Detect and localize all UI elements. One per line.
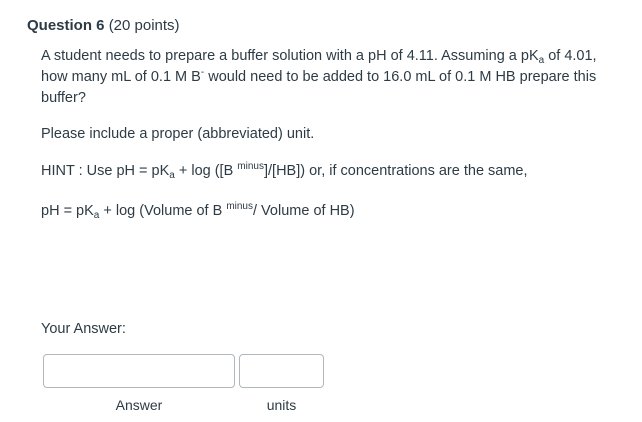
hint2-subscript-a: a xyxy=(93,210,100,221)
hint-line-2 xyxy=(41,201,355,222)
units-input[interactable] xyxy=(239,354,324,388)
prompt-subscript-a: a xyxy=(538,55,545,66)
answer-input-label: Answer xyxy=(115,397,163,413)
question-prompt xyxy=(41,46,611,109)
hint-line-1 xyxy=(41,161,528,182)
units-input-label: units xyxy=(266,397,297,413)
question-instruction: Please include a proper (abbreviated) unit. xyxy=(41,126,315,142)
hint1-text-1: HINT : Use pH = pK xyxy=(41,163,170,179)
question-header xyxy=(27,16,180,36)
hint2-superscript-minus: minus xyxy=(226,201,253,212)
your-answer-heading: Your Answer: xyxy=(41,321,126,337)
hint2-text-3: / Volume of HB) xyxy=(253,203,355,219)
prompt-text-3: would need to be added to 16.0 mL of 0.1 M HB prepare this buffer? xyxy=(41,69,597,106)
answer-input[interactable] xyxy=(43,354,235,388)
hint2-text-1: pH = pK xyxy=(41,203,94,219)
hint1-superscript-minus: minus xyxy=(237,161,264,172)
hint2-text-2: + log (Volume of B xyxy=(99,203,227,219)
question-points: (20 points) xyxy=(108,17,180,34)
prompt-superscript-minus: - xyxy=(200,67,205,78)
hint1-text-2: + log ([B xyxy=(174,163,238,179)
question-title: Question 6 xyxy=(27,17,105,34)
prompt-text-1: A student needs to prepare a buffer solution with a pH of 4.11. Assuming a pK xyxy=(41,48,539,64)
hint1-subscript-a: a xyxy=(169,170,175,181)
hint1-text-3: ]/[HB]) or, if concentrations are the same, xyxy=(263,163,528,179)
prompt-text-2: of 4.01, how many mL of 0.1 M B xyxy=(41,48,597,85)
